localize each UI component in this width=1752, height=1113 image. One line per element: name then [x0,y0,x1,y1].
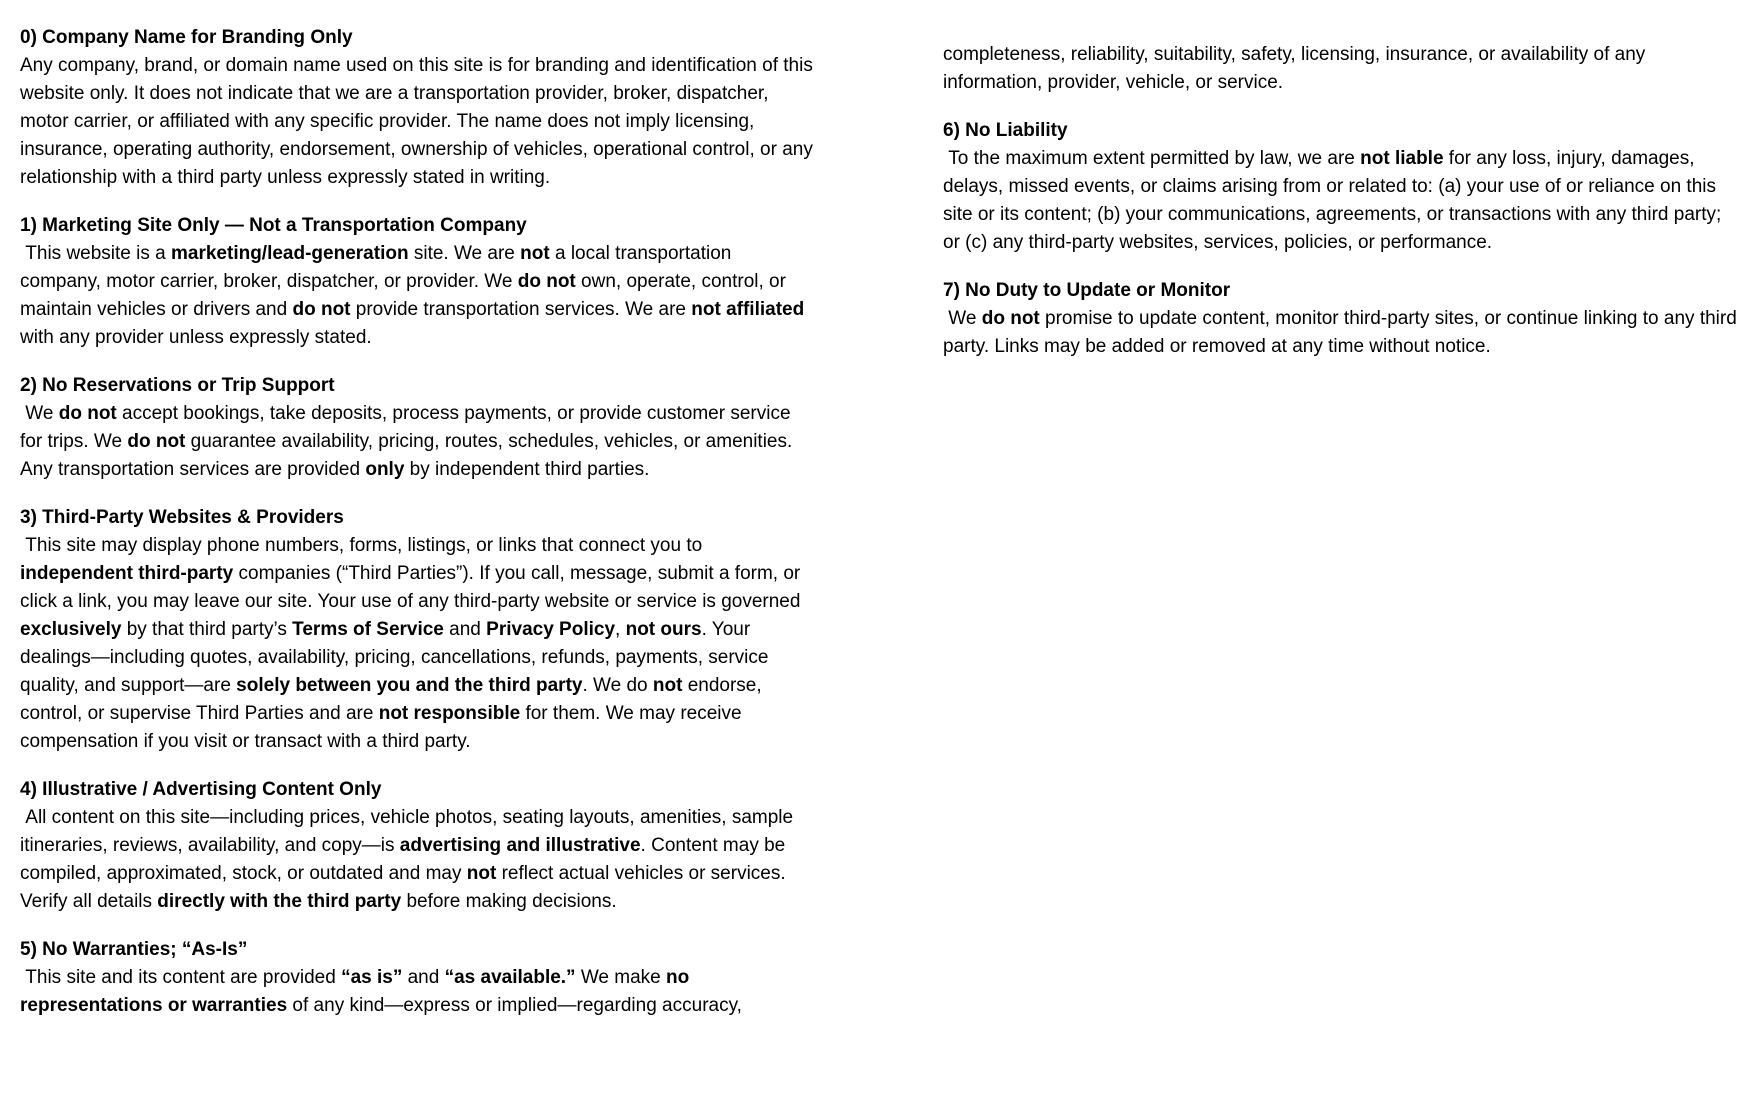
section-paragraph [20,532,815,756]
section-paragraph [20,964,815,1020]
section-paragraph [20,52,815,192]
text-run: All content on this site—including prices, vehicle photos, seating layouts, amenities, sample itineraries, reviews, availability, and copy—is [20,807,794,856]
text-run: This site and its content are provided [20,967,342,988]
section-paragraph [20,804,815,916]
bold-text-run: not affiliated [691,299,805,320]
text-run: We [20,403,59,424]
text-run: Any company, brand, or domain name used on this site is for branding and identification of this website only. It does not indicate that we are a transportation provider, broker, dispatcher, motor carrier, or affiliated with any specific provider. The name does not imply licensing, insurance, operating authority, endorsement, ownership of vehicles, operational control, or any relationship with a third party unless expressly stated in writing. [20,55,813,188]
text-run: before making decisions. [401,891,617,912]
bold-text-run: only [365,459,405,480]
section-heading: 0) Company Name for Branding Only [20,27,353,48]
text-run: We make [575,967,667,988]
bold-text-run: not ours [625,619,702,640]
text-run: with any provider unless expressly stated. [20,327,372,348]
text-run: promise to update content, monitor third-party sites, or continue linking to any third party. Links may be added or removed at any time without notice. [943,308,1737,357]
bold-text-run: not liable [1360,148,1444,169]
bold-text-run: not [652,675,683,696]
section-heading: 5) No Warranties; “As-Is” [20,939,248,960]
text-run: We [943,308,982,329]
bold-text-run: directly with the third party [157,891,402,912]
disclaimer-section [20,372,815,484]
text-run: companies (“Third Parties”). If you call, message, submit a form, or click a link, you may leave our site. Your use of any third-party website or service is governed [20,563,801,612]
text-run: and [402,967,445,988]
bold-text-run: solely between you and the third party [236,675,583,696]
text-run: To the maximum extent permitted by law, we are [943,148,1361,169]
section-heading: 4) Illustrative / Advertising Content Only [20,779,382,800]
section-paragraph [20,240,815,352]
bold-text-run: advertising and illustrative [399,835,641,856]
bold-text-run: do not [981,308,1040,329]
text-run: This site may display phone numbers, forms, listings, or links that connect you to [20,535,703,556]
bold-text-run: no representations or warranties [20,967,690,1016]
text-run: . We do [582,675,653,696]
section-heading: 1) Marketing Site Only — Not a Transportation Company [20,215,527,236]
disclaimer-section [20,212,815,352]
text-run: guarantee availability, pricing, routes, schedules, vehicles, or amenities. Any transportation services are provided [20,431,793,480]
left-column [20,24,815,1040]
text-run: a local transportation company, motor carrier, broker, dispatcher, or provider. We [20,243,732,292]
text-run: of any kind—express or implied—regarding accuracy, [287,995,742,1016]
bold-text-run: do not [517,271,576,292]
section-paragraph [943,145,1738,257]
bold-text-run: do not [292,299,351,320]
text-run: This website is a [20,243,171,264]
right-column [943,41,1738,381]
text-run: . Your dealings—including quotes, availability, pricing, cancellations, refunds, payments, service quality, and support—are [20,619,769,696]
text-run: , [615,619,626,640]
bold-text-run: “as available.” [444,967,576,988]
bold-text-run: exclusively [20,619,122,640]
bold-text-run: do not [127,431,186,452]
text-run: by that third party’s [121,619,293,640]
text-run: for any loss, injury, damages, delays, missed events, or claims arising from or related to: (a) your use of or reliance on this site or its content; (b) your communications, agreements, or transactions with any third party; or (c) any third-party websites, services, policies, or performance. [943,148,1722,253]
text-run: accept bookings, take deposits, process payments, or provide customer service for trips. We [20,403,791,452]
text-run: and [443,619,487,640]
text-run: for them. We may receive compensation if you visit or transact with a third party. [20,703,742,752]
text-run: own, operate, control, or maintain vehicles or drivers and [20,271,786,320]
text-run: . Content may be compiled, approximated, stock, or outdated and may [20,835,786,884]
bold-text-run: marketing/lead-generation [171,243,409,264]
text-run: by independent third parties. [404,459,650,480]
section-heading: 7) No Duty to Update or Monitor [943,280,1231,301]
disclaimer-section [20,936,815,1020]
section-paragraph [943,41,1738,97]
disclaimer-section [943,117,1738,257]
text-run: provide transportation services. We are [350,299,692,320]
bold-text-run: not responsible [378,703,521,724]
bold-text-run: Privacy Policy [486,619,616,640]
bold-text-run: independent third-party [20,563,234,584]
bold-text-run: not [466,863,497,884]
text-run: site. We are [408,243,521,264]
disclaimer-section [943,277,1738,361]
section-heading: 6) No Liability [943,120,1068,141]
section-heading: 2) No Reservations or Trip Support [20,375,335,396]
disclaimer-section [943,41,1738,97]
section-paragraph [20,400,815,484]
section-paragraph [943,305,1738,361]
bold-text-run: Terms of Service [292,619,444,640]
disclaimer-section [20,504,815,756]
text-run: endorse, control, or supervise Third Parties and are [20,675,762,724]
text-run: reflect actual vehicles or services. Verify all details [20,863,786,912]
bold-text-run: not [520,243,550,264]
section-heading: 3) Third-Party Websites & Providers [20,507,344,528]
text-run: completeness, reliability, suitability, safety, licensing, insurance, or availability of any information, provider, vehicle, or service. [943,44,1646,93]
bold-text-run: “as is” [341,967,403,988]
disclaimer-section [20,776,815,916]
bold-text-run: do not [58,403,117,424]
disclaimer-section [20,24,815,192]
